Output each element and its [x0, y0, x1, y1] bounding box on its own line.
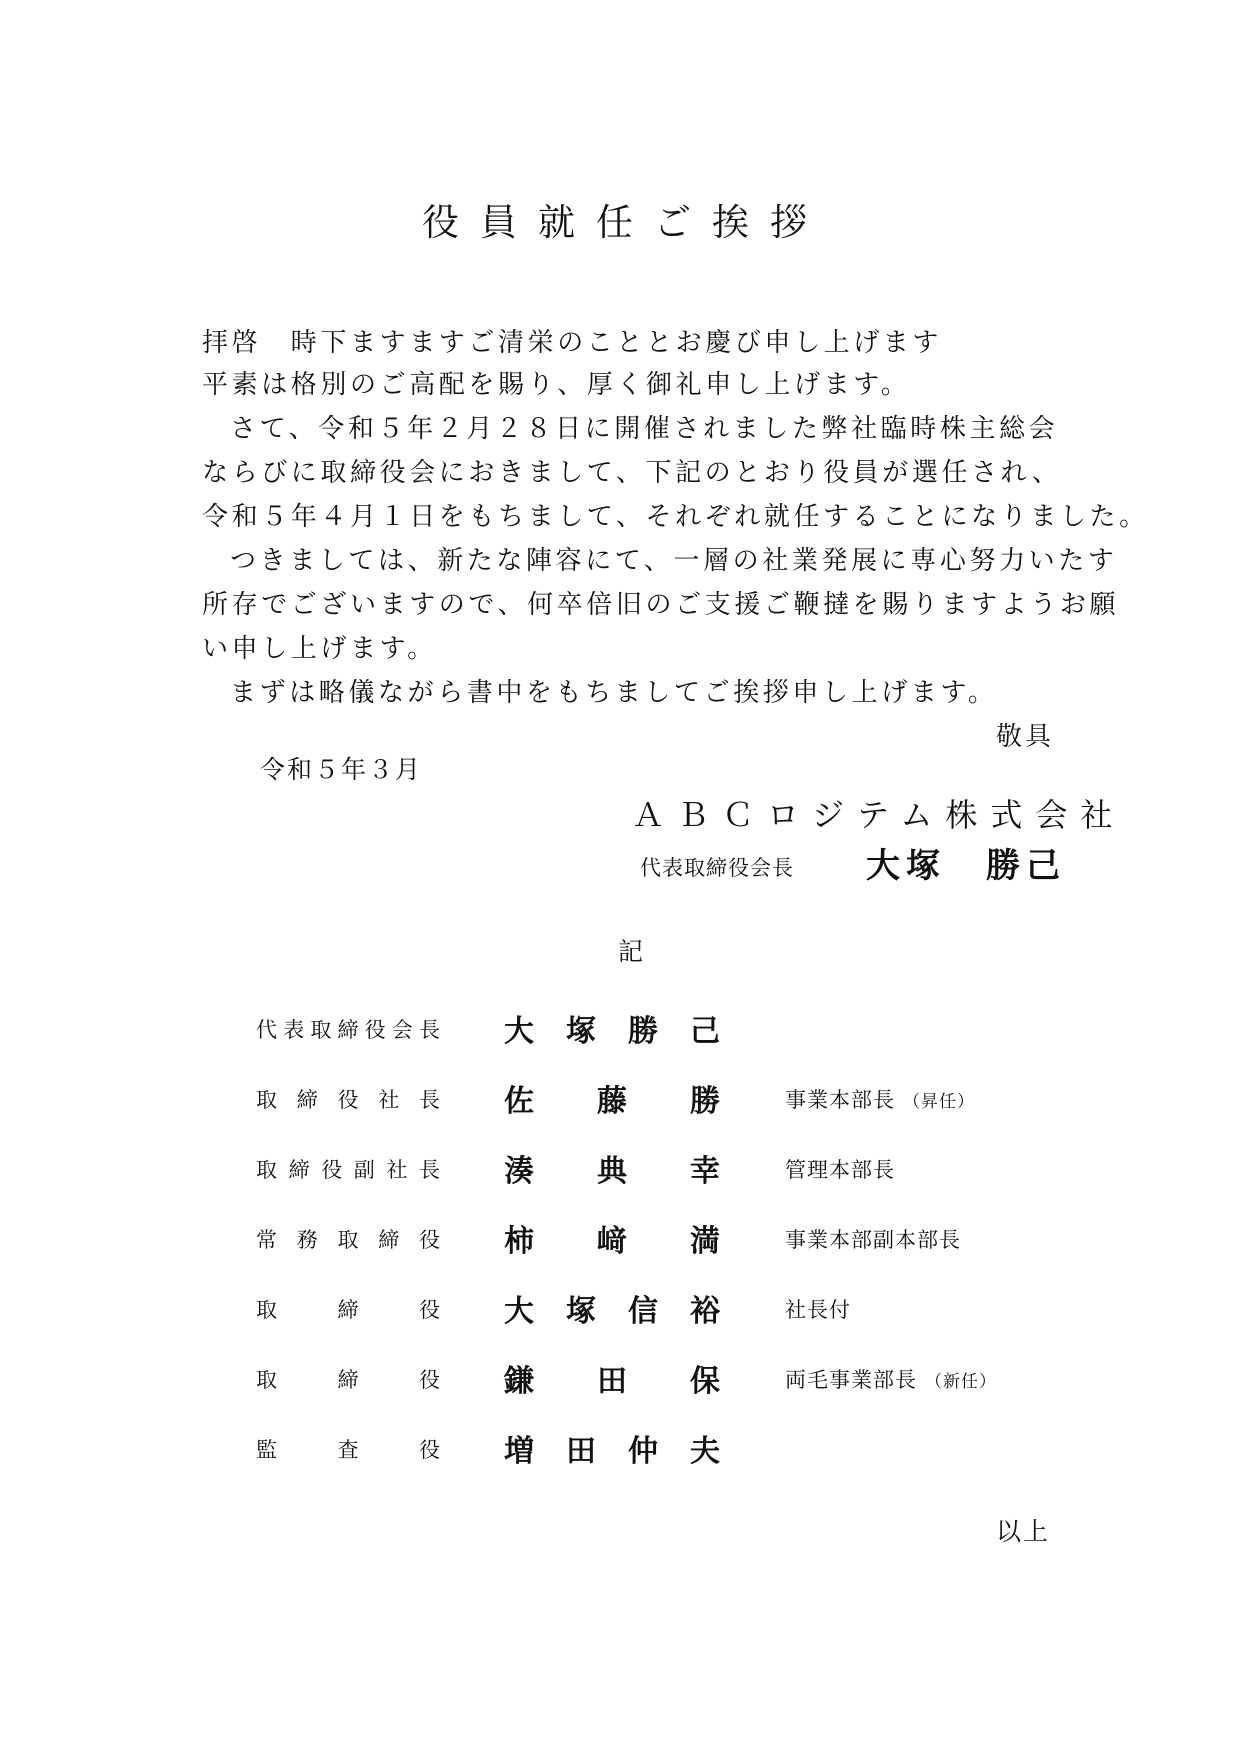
officer-name: 鎌 田 保 [504, 1364, 720, 1399]
officer-note-text: 管理本部長 [785, 1158, 895, 1182]
sender-title: 代表取締役会長 [640, 856, 794, 880]
officer-role: 代 表 取 締 役 会 長 [256, 1018, 440, 1042]
body-line-2: 平素は格別のご高配を賜り、厚く御礼申し上げます。 [202, 370, 911, 400]
sender-name: 大塚 勝己 [866, 846, 1066, 886]
officer-note-text: 社長付 [785, 1298, 851, 1322]
officer-note [785, 1154, 895, 1184]
officer-name: 大 塚 信 裕 [504, 1294, 720, 1329]
officer-role: 取 締 役 社 長 [256, 1088, 440, 1112]
closing-keigu: 敬具 [995, 722, 1054, 752]
officer-note-text: 事業本部長 [785, 1088, 895, 1112]
officer-name: 増 田 仲 夫 [504, 1434, 720, 1469]
officer-note-small: （昇任） [903, 1092, 975, 1112]
officer-name: 佐 藤 勝 [504, 1084, 720, 1119]
officer-name: 大 塚 勝 己 [504, 1014, 720, 1049]
officer-role: 取 締 役 [256, 1298, 440, 1322]
officer-note [785, 1294, 851, 1324]
sender-company: ＡＢＣロジテム株式会社 [632, 796, 1126, 834]
body-line-9: まずは略儀ながら書中をもちましてご挨拶申し上げます。 [230, 678, 998, 708]
body-line-6: つきましては、新たな陣容にて、一層の社業発展に専心努力いたす [230, 546, 1118, 576]
letter-date: 令和５年３月 [260, 755, 423, 784]
officer-name: 湊 典 幸 [504, 1154, 720, 1189]
officer-name: 柿 﨑 満 [504, 1224, 720, 1259]
officer-note [785, 1364, 997, 1394]
body-line-1: 拝啓 時下ますますご清栄のこととお慶び申し上げます [202, 328, 943, 358]
body-line-3: さて、令和５年２月２８日に開催されました弊社臨時株主総会 [230, 414, 1059, 444]
document-title: 役員就任ご挨拶 [422, 201, 828, 244]
officer-role: 取 締 役 副 社 長 [256, 1158, 440, 1182]
body-line-5: 令和５年４月１日をもちまして、それぞれ就任することになりました。 [202, 502, 1149, 532]
officer-role: 取 締 役 [256, 1368, 440, 1392]
ki-heading: 記 [618, 937, 644, 966]
closing-ijo: 以上 [995, 1517, 1050, 1546]
officer-role: 常 務 取 締 役 [256, 1228, 440, 1252]
body-line-7: 所存でございますので、何卒倍旧のご支援ご鞭撻を賜りますようお願 [202, 590, 1120, 620]
officer-role: 監 査 役 [256, 1438, 440, 1462]
body-line-4: ならびに取締役会におきまして、下記のとおり役員が選任され、 [202, 458, 1062, 488]
officer-note-text: 両毛事業部長 [785, 1368, 917, 1392]
officer-note [785, 1224, 961, 1254]
officer-note-text: 事業本部副本部長 [785, 1228, 961, 1252]
officer-note-small: （新任） [925, 1372, 997, 1392]
officer-note [785, 1084, 975, 1114]
body-line-8: い申し上げます。 [202, 634, 437, 664]
